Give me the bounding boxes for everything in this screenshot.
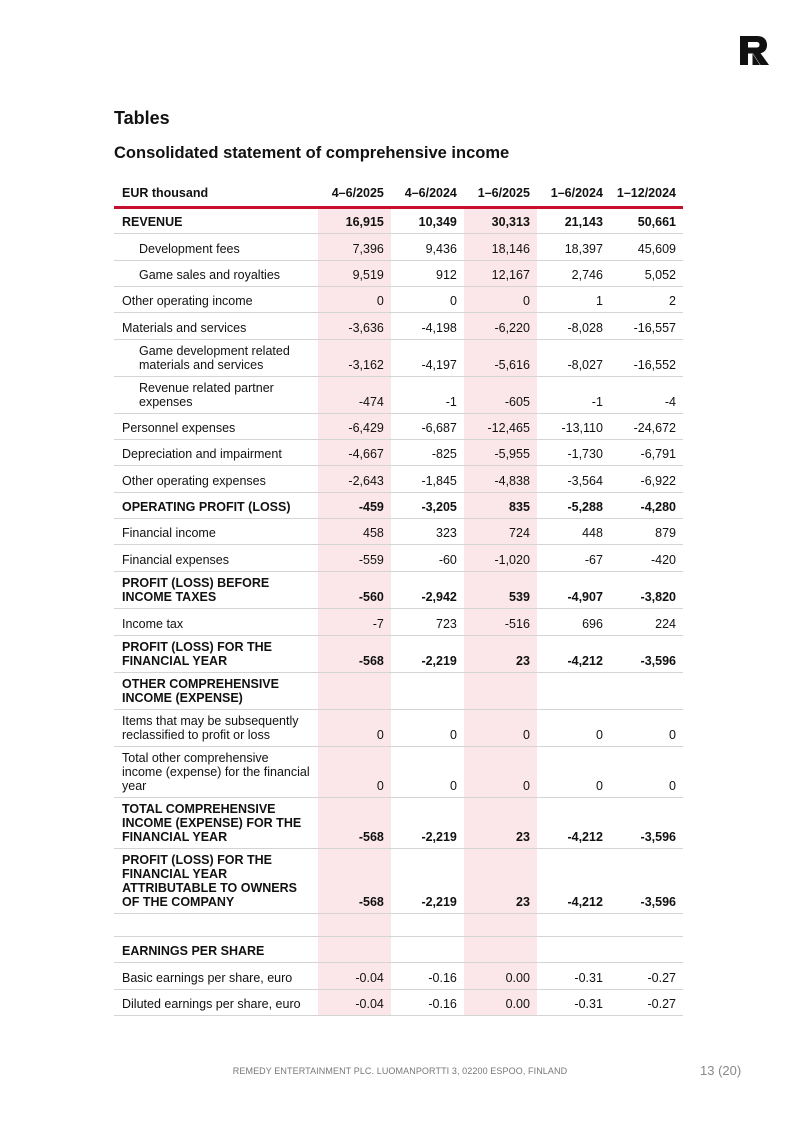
row-label: Items that may be subsequently reclassified to profit or loss — [114, 710, 318, 747]
row-value: 1 — [537, 287, 610, 313]
row-value: -1,845 — [391, 466, 464, 493]
row-value: -474 — [318, 377, 391, 414]
row-value: -0.04 — [318, 990, 391, 1016]
row-value: -568 — [318, 636, 391, 673]
row-value: -420 — [610, 545, 683, 572]
row-value: 30,313 — [464, 208, 537, 234]
row-value: -0.31 — [537, 990, 610, 1016]
row-value: -6,922 — [610, 466, 683, 493]
row-value: 0 — [464, 747, 537, 798]
row-value: 323 — [391, 519, 464, 545]
row-value: -2,219 — [391, 798, 464, 849]
header-col: 1–6/2024 — [537, 180, 610, 208]
row-value: -5,288 — [537, 493, 610, 519]
row-value: 835 — [464, 493, 537, 519]
row-value: -6,429 — [318, 414, 391, 440]
row-value: -3,596 — [610, 636, 683, 673]
income-statement-table — [114, 180, 683, 1016]
row-value: -0.16 — [391, 990, 464, 1016]
row-value: -4,197 — [391, 340, 464, 377]
row-value: 18,397 — [537, 234, 610, 261]
row-label: PROFIT (LOSS) BEFORE INCOME TAXES — [114, 572, 318, 609]
row-label: PROFIT (LOSS) FOR THE FINANCIAL YEAR — [114, 636, 318, 673]
table-row — [114, 287, 683, 313]
row-value — [391, 937, 464, 963]
row-value: -12,465 — [464, 414, 537, 440]
table-row — [114, 937, 683, 963]
row-value: -0.27 — [610, 963, 683, 990]
row-value: -13,110 — [537, 414, 610, 440]
row-label: Other operating income — [114, 287, 318, 313]
row-value: -3,162 — [318, 340, 391, 377]
row-value: -8,028 — [537, 313, 610, 340]
row-value: -4,667 — [318, 440, 391, 466]
row-value — [391, 914, 464, 937]
row-value: -4,838 — [464, 466, 537, 493]
row-value: -3,636 — [318, 313, 391, 340]
row-value: -4,907 — [537, 572, 610, 609]
row-value: -0.27 — [610, 990, 683, 1016]
table-row — [114, 493, 683, 519]
row-value: -2,219 — [391, 849, 464, 914]
row-value — [318, 673, 391, 710]
row-value: -0.16 — [391, 963, 464, 990]
row-value — [537, 914, 610, 937]
row-value: 9,436 — [391, 234, 464, 261]
row-label: Development fees — [114, 234, 318, 261]
row-value: -67 — [537, 545, 610, 572]
row-value: 0 — [537, 710, 610, 747]
row-value: -560 — [318, 572, 391, 609]
row-value: 0 — [464, 710, 537, 747]
row-value: -0.31 — [537, 963, 610, 990]
row-value: 2,746 — [537, 261, 610, 287]
table-row — [114, 673, 683, 710]
page-number: 13 (20) — [700, 1063, 742, 1078]
row-value: 16,915 — [318, 208, 391, 234]
header-col: 1–6/2025 — [464, 180, 537, 208]
row-value: -1,730 — [537, 440, 610, 466]
row-label: OPERATING PROFIT (LOSS) — [114, 493, 318, 519]
table-row — [114, 208, 683, 234]
table-row — [114, 636, 683, 673]
table-row — [114, 234, 683, 261]
row-value: -568 — [318, 798, 391, 849]
table-row — [114, 519, 683, 545]
row-value: 23 — [464, 636, 537, 673]
table-header-row — [114, 180, 683, 208]
row-value: 0 — [610, 747, 683, 798]
row-value: -6,791 — [610, 440, 683, 466]
row-value: -2,942 — [391, 572, 464, 609]
row-value: 0 — [318, 710, 391, 747]
row-value: -3,596 — [610, 798, 683, 849]
row-value: 696 — [537, 609, 610, 636]
row-value: 0 — [391, 287, 464, 313]
row-value: 458 — [318, 519, 391, 545]
row-value: 18,146 — [464, 234, 537, 261]
row-value: -8,027 — [537, 340, 610, 377]
row-value: -4,198 — [391, 313, 464, 340]
row-value: -24,672 — [610, 414, 683, 440]
row-label: Game sales and royalties — [114, 261, 318, 287]
row-value: 2 — [610, 287, 683, 313]
row-value: -516 — [464, 609, 537, 636]
row-value: -0.04 — [318, 963, 391, 990]
row-value: -4,212 — [537, 798, 610, 849]
row-value: -568 — [318, 849, 391, 914]
remedy-logo-icon — [740, 36, 769, 65]
row-value: 539 — [464, 572, 537, 609]
row-value: 50,661 — [610, 208, 683, 234]
row-value: 224 — [610, 609, 683, 636]
row-value: -1,020 — [464, 545, 537, 572]
row-value — [610, 673, 683, 710]
row-value — [610, 914, 683, 937]
row-label: PROFIT (LOSS) FOR THE FINANCIAL YEAR ATTRIBUTABLE TO OWNERS OF THE COMPANY — [114, 849, 318, 914]
row-value: -4,212 — [537, 849, 610, 914]
row-value: -5,616 — [464, 340, 537, 377]
header-col: 1–12/2024 — [610, 180, 683, 208]
row-value: 21,143 — [537, 208, 610, 234]
table-row — [114, 261, 683, 287]
row-label: EARNINGS PER SHARE — [114, 937, 318, 963]
row-label: Basic earnings per share, euro — [114, 963, 318, 990]
page-footer: REMEDY ENTERTAINMENT PLC. LUOMANPORTTI 3, 02200 ESPOO, FINLAND — [232, 1066, 568, 1076]
row-value — [464, 937, 537, 963]
row-value: 45,609 — [610, 234, 683, 261]
table-row — [114, 710, 683, 747]
row-value — [318, 914, 391, 937]
row-value: 723 — [391, 609, 464, 636]
row-value — [318, 937, 391, 963]
table-row — [114, 849, 683, 914]
row-value: -1 — [391, 377, 464, 414]
row-label: Revenue related partner expenses — [114, 377, 318, 414]
row-label: Income tax — [114, 609, 318, 636]
row-value: -4,212 — [537, 636, 610, 673]
header-col: 4–6/2025 — [318, 180, 391, 208]
row-label: REVENUE — [114, 208, 318, 234]
table-row — [114, 545, 683, 572]
row-value — [610, 937, 683, 963]
row-value — [464, 914, 537, 937]
row-value: 7,396 — [318, 234, 391, 261]
table-row — [114, 914, 683, 937]
page-title: Tables — [114, 108, 170, 128]
row-value: 912 — [391, 261, 464, 287]
row-value: 0 — [464, 287, 537, 313]
row-value: -3,564 — [537, 466, 610, 493]
row-value: -4,280 — [610, 493, 683, 519]
row-value: -16,557 — [610, 313, 683, 340]
row-value — [537, 673, 610, 710]
header-col: 4–6/2024 — [391, 180, 464, 208]
row-label: Personnel expenses — [114, 414, 318, 440]
row-value: 0 — [318, 287, 391, 313]
row-value: -3,820 — [610, 572, 683, 609]
table-row — [114, 414, 683, 440]
row-value: 10,349 — [391, 208, 464, 234]
row-value: -3,205 — [391, 493, 464, 519]
row-label: Other operating expenses — [114, 466, 318, 493]
table-row — [114, 963, 683, 990]
row-value: 9,519 — [318, 261, 391, 287]
row-value: -825 — [391, 440, 464, 466]
row-value: 23 — [464, 849, 537, 914]
row-value: 448 — [537, 519, 610, 545]
row-value: 12,167 — [464, 261, 537, 287]
row-value: 0 — [318, 747, 391, 798]
row-value: -7 — [318, 609, 391, 636]
row-value: 0 — [391, 747, 464, 798]
row-value — [464, 673, 537, 710]
table-row — [114, 747, 683, 798]
table-row — [114, 313, 683, 340]
row-value: -605 — [464, 377, 537, 414]
row-label: Total other comprehensive income (expense) for the financial year — [114, 747, 318, 798]
row-value — [537, 937, 610, 963]
section-title: Consolidated statement of comprehensive income — [114, 144, 510, 162]
table-row — [114, 609, 683, 636]
row-value: -2,643 — [318, 466, 391, 493]
row-label: Depreciation and impairment — [114, 440, 318, 466]
row-value: 0 — [391, 710, 464, 747]
row-value: -6,220 — [464, 313, 537, 340]
row-label: OTHER COMPREHENSIVE INCOME (EXPENSE) — [114, 673, 318, 710]
header-label: EUR thousand — [114, 180, 318, 208]
row-value — [391, 673, 464, 710]
row-value: 0.00 — [464, 963, 537, 990]
table-row — [114, 798, 683, 849]
row-value: -3,596 — [610, 849, 683, 914]
row-value: -2,219 — [391, 636, 464, 673]
row-label: Game development related materials and services — [114, 340, 318, 377]
row-value: -1 — [537, 377, 610, 414]
row-value: 724 — [464, 519, 537, 545]
table-row — [114, 377, 683, 414]
row-label — [114, 914, 318, 937]
row-value: -5,955 — [464, 440, 537, 466]
row-value: 879 — [610, 519, 683, 545]
row-value: -16,552 — [610, 340, 683, 377]
row-label: Financial income — [114, 519, 318, 545]
table-row — [114, 466, 683, 493]
row-value: 23 — [464, 798, 537, 849]
row-label: TOTAL COMPREHENSIVE INCOME (EXPENSE) FOR THE FINANCIAL YEAR — [114, 798, 318, 849]
row-value: -6,687 — [391, 414, 464, 440]
row-value: -4 — [610, 377, 683, 414]
table-row — [114, 440, 683, 466]
row-label: Financial expenses — [114, 545, 318, 572]
row-value: 0.00 — [464, 990, 537, 1016]
row-value: -559 — [318, 545, 391, 572]
table-row — [114, 990, 683, 1016]
row-value: -459 — [318, 493, 391, 519]
row-label: Materials and services — [114, 313, 318, 340]
row-value: 5,052 — [610, 261, 683, 287]
row-value: 0 — [537, 747, 610, 798]
table-row — [114, 340, 683, 377]
row-label: Diluted earnings per share, euro — [114, 990, 318, 1016]
row-value: 0 — [610, 710, 683, 747]
row-value: -60 — [391, 545, 464, 572]
table-row — [114, 572, 683, 609]
